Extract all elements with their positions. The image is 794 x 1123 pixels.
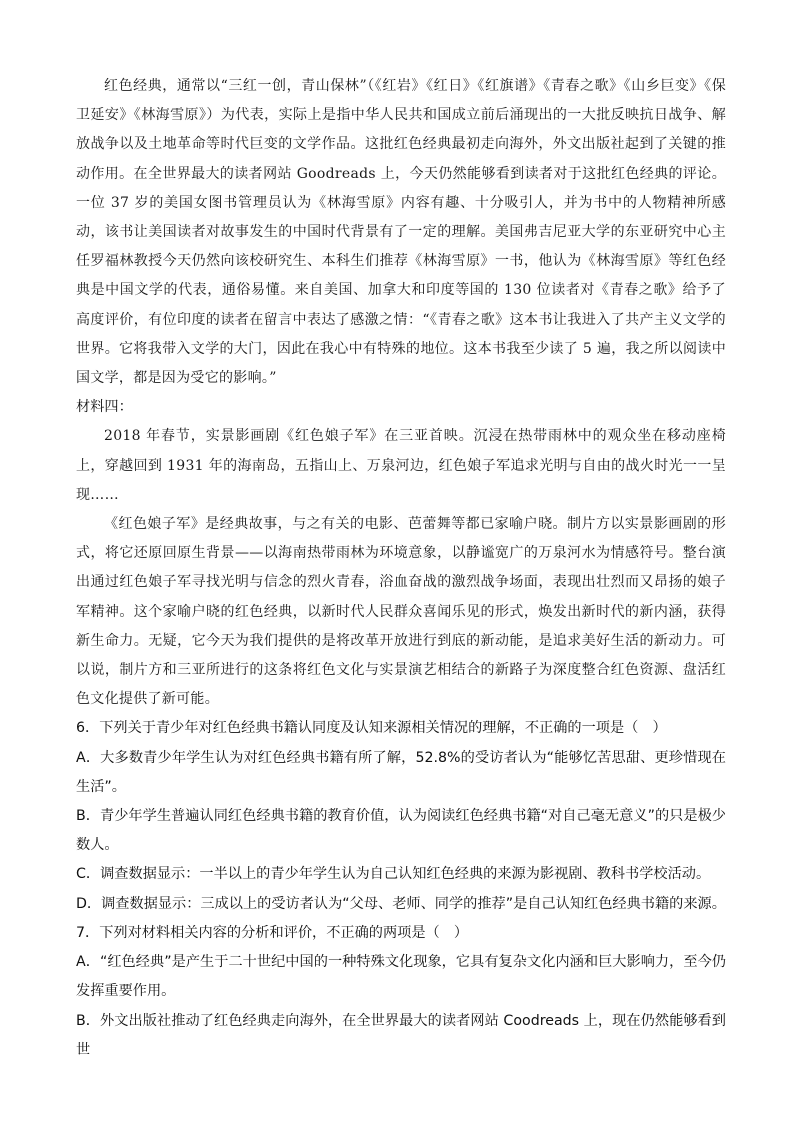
material3-paragraph: 红色经典，通常以“三红一创，青山保林”（《红岩》《红日》《红旗谱》《青春之歌》《山乡巨变》《保卫延安》《林海雪原》）为代表，实际上是指中华人民共和国成立前后涌现出的一大批反映抗日战争、解放战争以及土地革命等时代巨变的文学作品。这批红色经典最初走向海外，外文出版社起到了关键的推动作用。在全世界最大的读者网站 Goodreads 上，今天仍然能够看到读者对于这批红色经典的评论。一位 37 岁的美国女图书管理员认为《林海雪原》内容有趣、十分吸引人，并为书中的人物精神所感动，该书让美国读者对故事发生的中国时代背景有了一定的理解。美国弗吉尼亚大学的东亚研究中心主任罗福林教授今天仍然向该校研究生、本科生们推荐《林海雪原》一书，他认为《林海雪原》等红色经典是中国文学的代表，通俗易懂。来自美国、加拿大和印度等国的 130 位读者对《青春之歌》给予了高度评价，有位印度的读者在留言中表达了感激之情：“《青春之歌》这本书让我进入了共产主义文学的世界。它将我带入文学的大门，因此在我心中有特殊的地位。这本书我至少读了 5 遍，我之所以阅读中国文学，都是因为受它的影响。” <box>76 78 726 387</box>
question-6-option-c: C．调查数据显示：一半以上的青少年学生认为自己认知红色经典的来源为影视剧、教科书学校活动。 <box>76 866 711 883</box>
material4-heading: 材料四： <box>76 399 133 416</box>
question-7-option-a: A．“红色经典”是产生于二十世纪中国的一种特殊文化现象，它具有复杂文化内涵和巨大影响力，至今仍发挥重要作用。 <box>76 954 726 1000</box>
question-7-stem: 7．下列对材料相关内容的分析和评价，不正确的两项是（ ） <box>76 924 469 941</box>
question-6-option-d: D．调查数据显示：三成以上的受访者认为“父母、老师、同学的推荐”是自己认知红色经典书籍的来源。 <box>76 895 726 912</box>
question-6-stem: 6．下列关于青少年对红色经典书籍认同度及认知来源相关情况的理解，不正确的一项是（ ） <box>76 720 667 737</box>
material4-paragraph-2: 《红色娘子军》是经典故事，与之有关的电影、芭蕾舞等都已家喻户晓。制片方以实景影画剧的形式，将它还原回原生背景——以海南热带雨林为环境意象，以静谧宽广的万泉河水为情感符号。整台演出通过红色娘子军寻找光明与信念的烈火青春，浴血奋战的激烈战争场面，表现出壮烈而又昂扬的娘子军精神。这个家喻户晓的红色经典，以新时代人民群众喜闻乐见的形式，焕发出新时代的新内涵，获得新生命力。无疑，它今天为我们提供的是将改革开放进行到底的新动能，是追求美好生活的新动力。可以说，制片方和三亚所进行的这条将红色文化与实景演艺相结合的新路子为深度整合红色资源、盘活红色文化提供了新可能。 <box>76 516 726 708</box>
question-6-option-b: B．青少年学生普遍认同红色经典书籍的教育价值，认为阅读红色经典书籍“对自己毫无意义”的只是极少数人。 <box>76 808 726 854</box>
question-7-option-b: B．外文出版社推动了红色经典走向海外，在全世界最大的读者网站 Coodreads 上，现在仍然能够看到世 <box>76 1012 726 1058</box>
question-6-option-a: A．大多数青少年学生认为对红色经典书籍有所了解，52.8%的受访者认为“能够忆苦思甜、更珍惜现在生活”。 <box>76 749 726 795</box>
material4-paragraph-1: 2018 年春节，实景影画剧《红色娘子军》在三亚首映。沉浸在热带雨林中的观众坐在移动座椅上，穿越回到 1931 年的海南岛，五指山上、万泉河边，红色娘子军追求光明与自由的战火时光一一呈现…… <box>76 428 726 503</box>
text-column <box>76 72 726 1065</box>
